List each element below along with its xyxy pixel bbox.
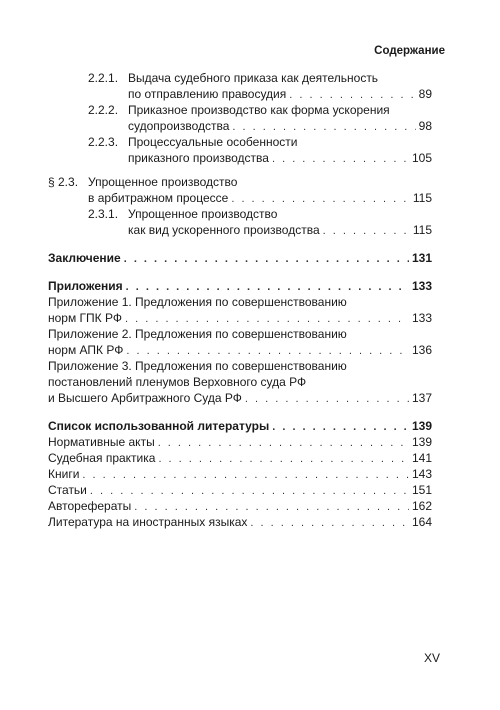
toc-entry-appendix-1-cont[interactable]: [48, 310, 432, 326]
entry-title: Книги: [48, 467, 80, 481]
toc-entry-2-3[interactable]: [48, 174, 432, 190]
leader-dots: [272, 419, 409, 435]
toc-entry-appendix-3-cont[interactable]: [48, 374, 432, 390]
entry-title: Литература на иностранных языках: [48, 515, 248, 529]
entry-title-line-1: Упрощенное производство: [128, 207, 278, 221]
page-number: 136: [411, 343, 432, 357]
leader-dots: [82, 467, 409, 483]
entry-title-line-2: постановлений пленумов Верховного суда РФ: [48, 375, 307, 389]
toc-entry-articles[interactable]: [48, 482, 432, 498]
toc-entry-foreign-literature[interactable]: [48, 514, 432, 530]
toc-entry-2-3-cont[interactable]: [88, 190, 432, 206]
page-number: 164: [411, 515, 432, 529]
toc-entry-2-2-3[interactable]: [88, 134, 432, 150]
entry-title: Нормативные акты: [48, 435, 155, 449]
entry-title-line-2: приказного производства: [128, 151, 269, 165]
page-number: 139: [411, 435, 432, 449]
page-number: 162: [411, 499, 432, 513]
page-number: 151: [411, 483, 432, 497]
leader-dots: [124, 251, 409, 267]
leader-dots: [125, 311, 409, 327]
entry-title-line-2: норм ГПК РФ: [48, 311, 122, 325]
entry-title-line-1: Приказное производство как форма ускорения: [128, 103, 390, 117]
section-number: § 2.3.: [48, 175, 79, 189]
entry-title-line-1: Приложение 2. Предложения по совершенствованию: [48, 327, 347, 341]
toc-entry-2-3-1-cont[interactable]: [128, 222, 432, 238]
page-number: 139: [411, 419, 432, 433]
entry-title-line-2: в арбитражном процессе: [88, 191, 229, 205]
entry-title: Авторефераты: [48, 499, 132, 513]
entry-title: Заключение: [48, 251, 121, 265]
toc-entry-2-3-1[interactable]: [88, 206, 432, 222]
page-number: 137: [411, 391, 432, 405]
section-number: 2.3.1.: [88, 207, 119, 221]
leader-dots: [289, 87, 415, 103]
leader-dots: [231, 191, 410, 207]
toc-entry-2-2-2[interactable]: [88, 102, 432, 118]
entry-title: Статьи: [48, 483, 87, 497]
toc-entry-books[interactable]: [48, 466, 432, 482]
leader-dots: [90, 483, 409, 499]
toc-entry-case-law[interactable]: [48, 450, 432, 466]
entry-title-line-2: норм АПК РФ: [48, 343, 124, 357]
leader-dots: [323, 223, 410, 239]
toc-entry-appendix-1[interactable]: [48, 294, 432, 310]
entry-title: Список использованной литературы: [48, 419, 270, 433]
toc-entry-abstracts[interactable]: [48, 498, 432, 514]
toc-entry-2-2-2-cont[interactable]: [128, 118, 432, 134]
page-number: 89: [418, 87, 432, 101]
section-number: 2.2.2.: [88, 103, 119, 117]
entry-title-line-1: Приложение 3. Предложения по совершенствованию: [48, 359, 347, 373]
entry-title-line-1: Упрощенное производство: [88, 175, 238, 189]
entry-title-line-3: и Высшего Арбитражного Суда РФ: [48, 391, 242, 405]
page-number: 115: [412, 223, 432, 237]
toc-entry-appendix-3[interactable]: [48, 358, 432, 374]
leader-dots: [126, 279, 409, 295]
leader-dots: [158, 451, 409, 467]
running-header: Содержание: [374, 45, 445, 57]
toc-entry-appendices[interactable]: [48, 278, 432, 294]
page-number: 133: [411, 279, 432, 293]
entry-title-line-1: Процессуальные особенности: [128, 135, 298, 149]
leader-dots: [126, 343, 409, 359]
entry-title-line-2: по отправлению правосудия: [128, 87, 287, 101]
entry-title: Приложения: [48, 279, 123, 293]
page-number: 105: [411, 151, 432, 165]
page-number: 115: [412, 191, 432, 205]
toc-entry-bibliography[interactable]: [48, 418, 432, 434]
toc-entry-normative-acts[interactable]: [48, 434, 432, 450]
leader-dots: [158, 435, 409, 451]
entry-title-line-1: Выдача судебного приказа как деятельность: [128, 71, 379, 85]
leader-dots: [272, 151, 409, 167]
entry-title: Судебная практика: [48, 451, 156, 465]
toc-entry-2-2-3-cont[interactable]: [128, 150, 432, 166]
leader-dots: [232, 119, 415, 135]
entry-title-line-2: судопроизводства: [128, 119, 230, 133]
leader-dots: [245, 391, 409, 407]
toc-entry-2-2-1-cont[interactable]: [128, 86, 432, 102]
page-number: 131: [411, 251, 432, 265]
section-number: 2.2.3.: [88, 135, 119, 149]
page-number: 143: [411, 467, 432, 481]
toc-entry-2-2-1[interactable]: [88, 70, 432, 86]
page-number: 141: [411, 451, 432, 465]
leader-dots: [250, 515, 409, 531]
toc-entry-appendix-2-cont[interactable]: [48, 342, 432, 358]
page-number: 133: [411, 311, 432, 325]
toc-entry-appendix-2[interactable]: [48, 326, 432, 342]
entry-title-line-2: как вид ускоренного производства: [128, 223, 320, 237]
page-number: 98: [418, 119, 432, 133]
toc-entry-appendix-3-cont-2[interactable]: [48, 390, 432, 406]
toc-entry-conclusion[interactable]: [48, 250, 432, 266]
section-number: 2.2.1.: [88, 71, 119, 85]
entry-title-line-1: Приложение 1. Предложения по совершенствованию: [48, 295, 347, 309]
leader-dots: [134, 499, 409, 515]
page-folio: XV: [423, 651, 440, 665]
